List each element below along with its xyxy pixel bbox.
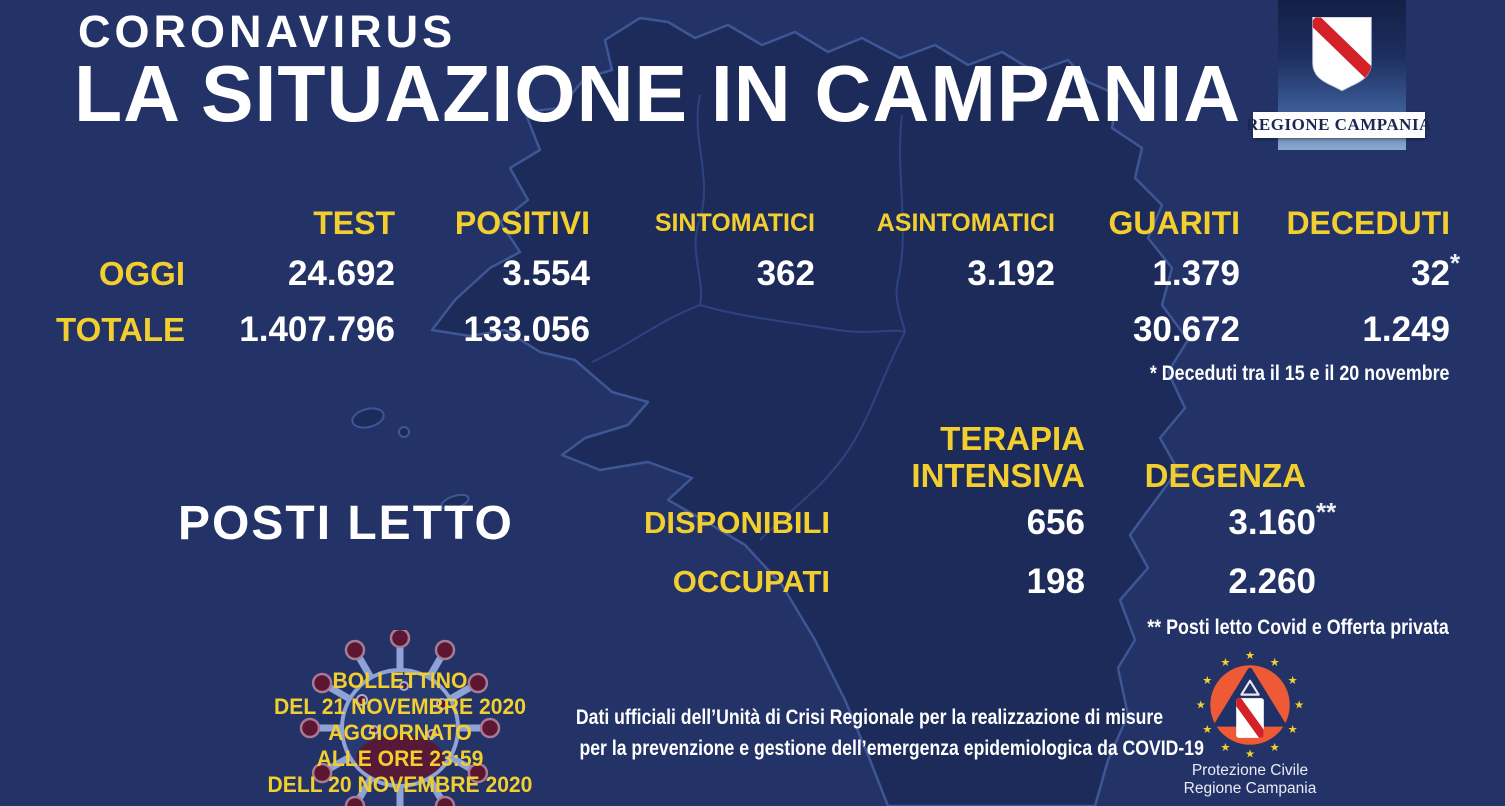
column-header-asintomatici: ASINTOMATICI <box>876 208 1055 237</box>
intensiva-line: INTENSIVA <box>911 457 1085 494</box>
page-title: LA SITUAZIONE IN CAMPANIA <box>74 49 1242 138</box>
value-totale-deceduti: 1.249 <box>1362 310 1450 349</box>
bulletin-text <box>254 668 546 798</box>
column-header-guariti: GUARITI <box>1108 204 1240 241</box>
pc-caption-line2: Regione Campania <box>1183 780 1317 797</box>
value-totale-guariti: 30.672 <box>1132 310 1240 349</box>
bulletin-line: ALLE ORE 23:59 <box>316 746 484 771</box>
terapia-line: TERAPIA <box>940 420 1085 457</box>
column-header-deceduti: DECEDUTI <box>1286 204 1450 241</box>
value-oggi-sintomatici: 362 <box>756 254 815 293</box>
beds-table <box>558 410 1337 612</box>
regione-campania-label: REGIONE CAMPANIA <box>1246 115 1432 134</box>
value-disponibili-degenza-number: 3.160 <box>1228 503 1316 542</box>
svg-text:★: ★ <box>1287 673 1298 687</box>
column-header-degenza <box>1085 457 1316 494</box>
protezione-civile-caption <box>1170 762 1330 798</box>
beds-footnote: ** Posti letto Covid e Offerta privata <box>1147 616 1449 639</box>
value-totale-positivi: 133.056 <box>463 310 590 349</box>
value-occupati-degenza: 2.260 <box>1228 562 1316 601</box>
svg-text:★: ★ <box>1294 698 1305 712</box>
svg-text:★: ★ <box>1269 655 1280 669</box>
value-occupati-ti: 198 <box>1026 562 1085 601</box>
row-label-occupati: OCCUPATI <box>672 564 830 599</box>
svg-text:★: ★ <box>1195 698 1206 712</box>
protezione-civile-emblem-icon <box>1170 648 1330 762</box>
official-data-note <box>520 702 1204 764</box>
row-label-oggi: OGGI <box>98 255 185 292</box>
value-oggi-deceduti <box>1240 248 1461 294</box>
bulletin-line: BOLLETTINO <box>332 668 468 693</box>
column-header-terapia-intensiva <box>830 420 1085 494</box>
bulletin-line: DEL 21 NOVEMBRE 2020 <box>274 694 526 719</box>
covid-stats-table <box>30 200 1461 358</box>
degenza-asterisk: ** <box>1316 497 1337 527</box>
svg-text:★: ★ <box>1220 741 1231 755</box>
pc-caption-line1: Protezione Civile <box>1191 762 1309 779</box>
value-oggi-test: 24.692 <box>287 254 395 293</box>
svg-text:★: ★ <box>1269 741 1280 755</box>
value-oggi-positivi: 3.554 <box>502 254 590 293</box>
page-title-kicker: CORONAVIRUS <box>78 6 457 57</box>
column-header-sintomatici: SINTOMATICI <box>654 208 815 237</box>
column-header-positivi: POSITIVI <box>454 204 590 241</box>
svg-text:★: ★ <box>1220 655 1231 669</box>
regione-campania-shield-icon <box>1310 14 1374 94</box>
value-oggi-guariti: 1.379 <box>1152 254 1240 293</box>
svg-text:★: ★ <box>1244 649 1256 663</box>
official-data-note-line2: per la prevenzione e gestione dell’emergenza epidemiologica da COVID-19 <box>579 737 1204 760</box>
row-label-totale: TOTALE <box>56 311 185 348</box>
official-data-note-line1: Dati ufficiali dell’Unità di Crisi Regionale per la realizzazione di misure <box>575 706 1164 729</box>
row-label-disponibili: DISPONIBILI <box>643 505 830 540</box>
bulletin-line: AGGIORNATO <box>328 720 472 745</box>
svg-text:★: ★ <box>1202 723 1213 737</box>
value-oggi-deceduti-number: 32 <box>1411 254 1450 293</box>
value-disponibili-degenza <box>1085 497 1337 543</box>
beds-section-title: POSTI LETTO <box>178 497 514 550</box>
regione-campania-nameplate <box>1246 112 1432 138</box>
bulletin-block <box>248 632 552 806</box>
value-totale-test: 1.407.796 <box>239 310 395 349</box>
svg-text:★: ★ <box>1244 747 1256 761</box>
bulletin-line: DELL 20 NOVEMBRE 2020 <box>267 772 533 797</box>
degenza-label: DEGENZA <box>1144 457 1306 494</box>
svg-text:★: ★ <box>1287 723 1298 737</box>
deceduti-footnote: * Deceduti tra il 15 e il 20 novembre <box>1149 362 1449 385</box>
value-oggi-asintomatici: 3.192 <box>967 254 1055 293</box>
deceduti-asterisk: * <box>1450 248 1461 278</box>
svg-text:★: ★ <box>1202 673 1213 687</box>
column-header-test: TEST <box>313 204 395 241</box>
value-disponibili-ti: 656 <box>1026 503 1085 542</box>
protezione-civile-logo <box>1170 648 1330 798</box>
